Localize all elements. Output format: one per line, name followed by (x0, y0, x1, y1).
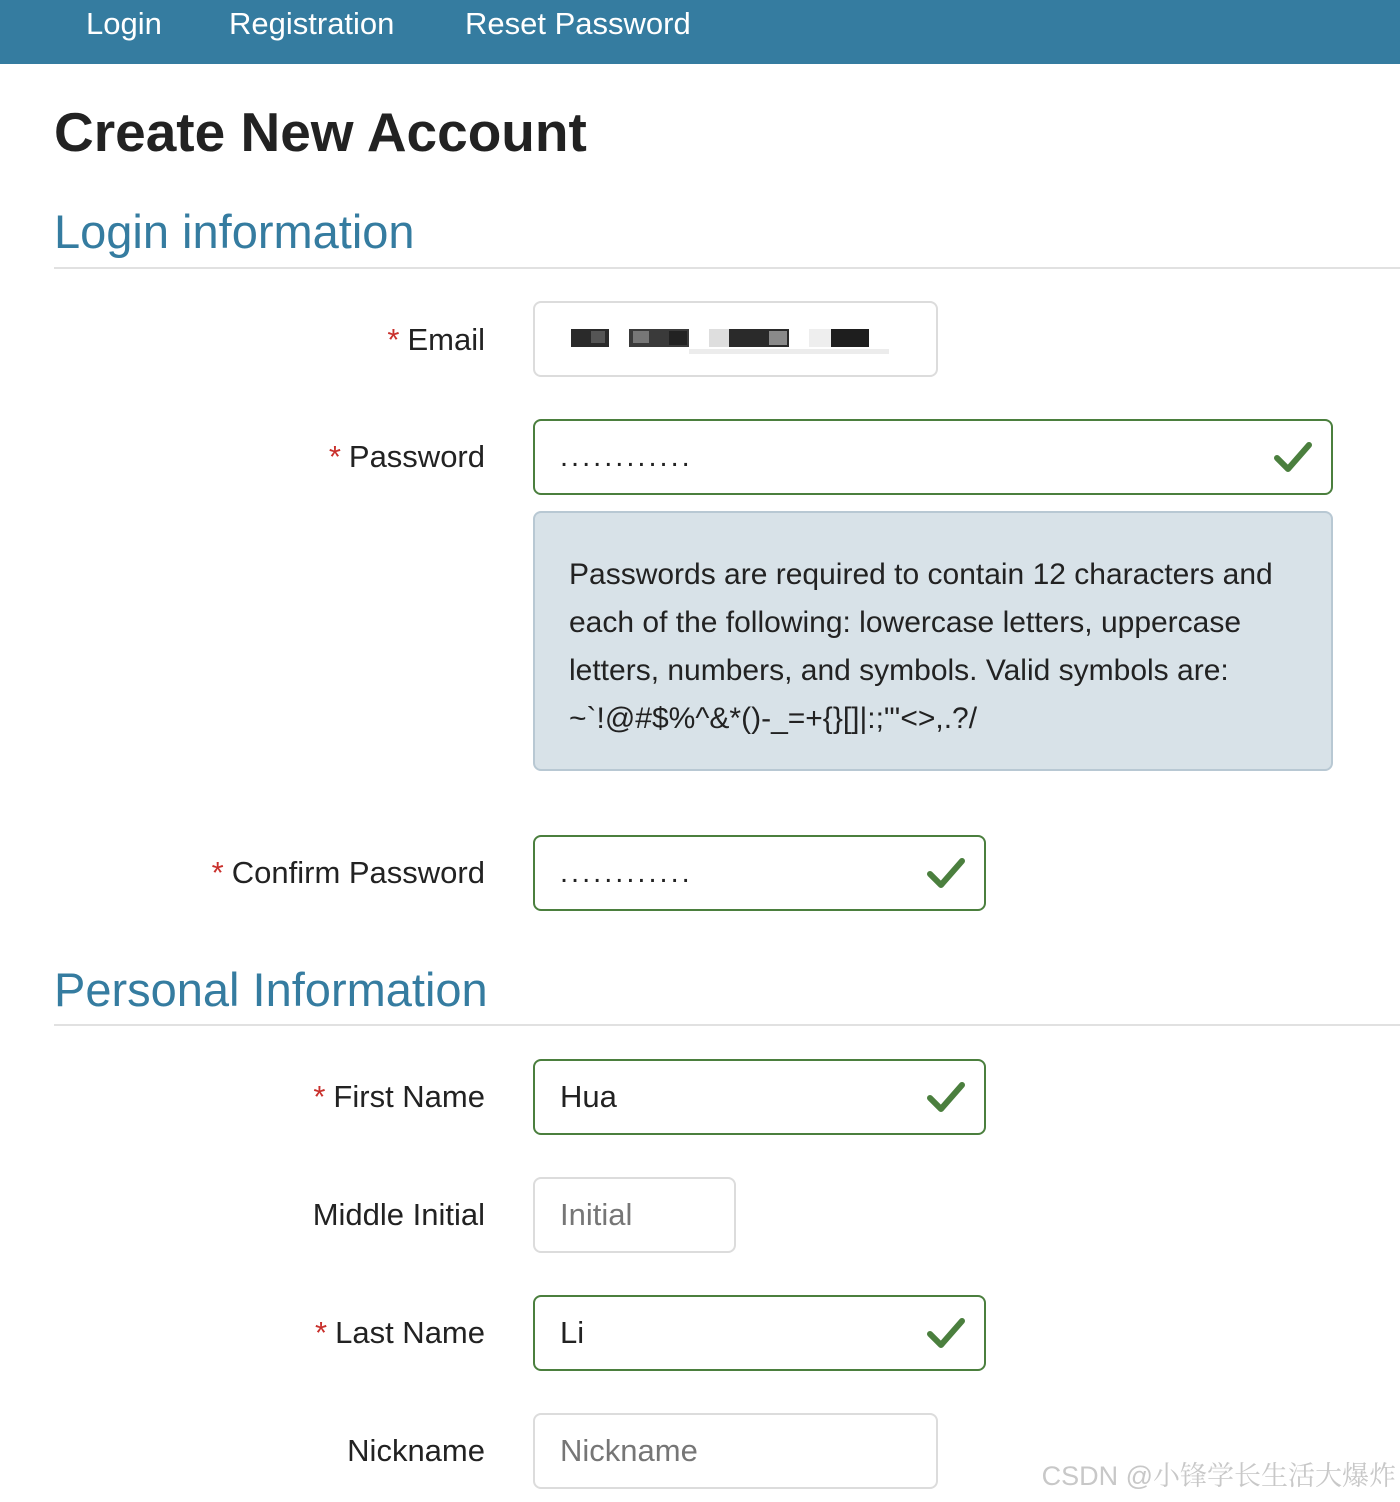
checkmark-icon (926, 855, 966, 891)
checkmark-icon (926, 1079, 966, 1115)
required-asterisk: * (313, 1079, 326, 1114)
section-divider (54, 1024, 1400, 1026)
nav-link-registration[interactable]: Registration (229, 6, 395, 41)
nav-link-reset-password[interactable]: Reset Password (465, 6, 691, 41)
top-navbar (0, 0, 1400, 64)
section-title-login: Login information (54, 205, 415, 258)
email-field[interactable] (533, 301, 938, 377)
nickname-label: Nickname (347, 1433, 485, 1468)
first-name-label: * First Name (313, 1079, 485, 1114)
password-label: * Password (328, 439, 485, 474)
password-field[interactable] (533, 419, 1333, 495)
last-name-input[interactable] (535, 1297, 984, 1369)
required-asterisk: * (211, 855, 224, 890)
middle-initial-label: Middle Initial (312, 1197, 485, 1232)
middle-initial-field[interactable] (533, 1177, 736, 1253)
page-title: Create New Account (54, 101, 587, 163)
last-name-field[interactable] (533, 1295, 986, 1371)
checkmark-icon (1273, 439, 1313, 475)
required-asterisk: * (328, 439, 341, 474)
first-name-input[interactable] (535, 1061, 984, 1133)
section-divider (54, 267, 1400, 269)
confirm-password-label: * Confirm Password (211, 855, 485, 890)
middle-initial-input[interactable] (535, 1179, 734, 1251)
password-requirements-hint: Passwords are required to contain 12 characters and each of the following: lowercase letters, uppercase letters, numbers, and symbols. Valid symbols are: ~`!@#$%^&*()-_=+{}[]|:;"'<>,.?/ (533, 511, 1333, 771)
last-name-label: * Last Name (315, 1315, 485, 1350)
watermark: CSDN @小锋学长生活大爆炸 (1041, 1461, 1396, 1491)
confirm-password-input[interactable] (535, 837, 984, 909)
section-title-personal: Personal Information (54, 963, 488, 1016)
first-name-field[interactable] (533, 1059, 986, 1135)
nickname-field[interactable] (533, 1413, 938, 1489)
checkmark-icon (926, 1315, 966, 1351)
required-asterisk: * (387, 322, 400, 357)
email-label: * Email (387, 322, 485, 357)
password-input[interactable] (535, 421, 1331, 493)
nav-link-login[interactable]: Login (86, 6, 162, 41)
required-asterisk: * (315, 1315, 328, 1350)
confirm-password-field[interactable] (533, 835, 986, 911)
nickname-input[interactable] (535, 1415, 936, 1487)
redacted-email-mosaic (569, 327, 889, 355)
